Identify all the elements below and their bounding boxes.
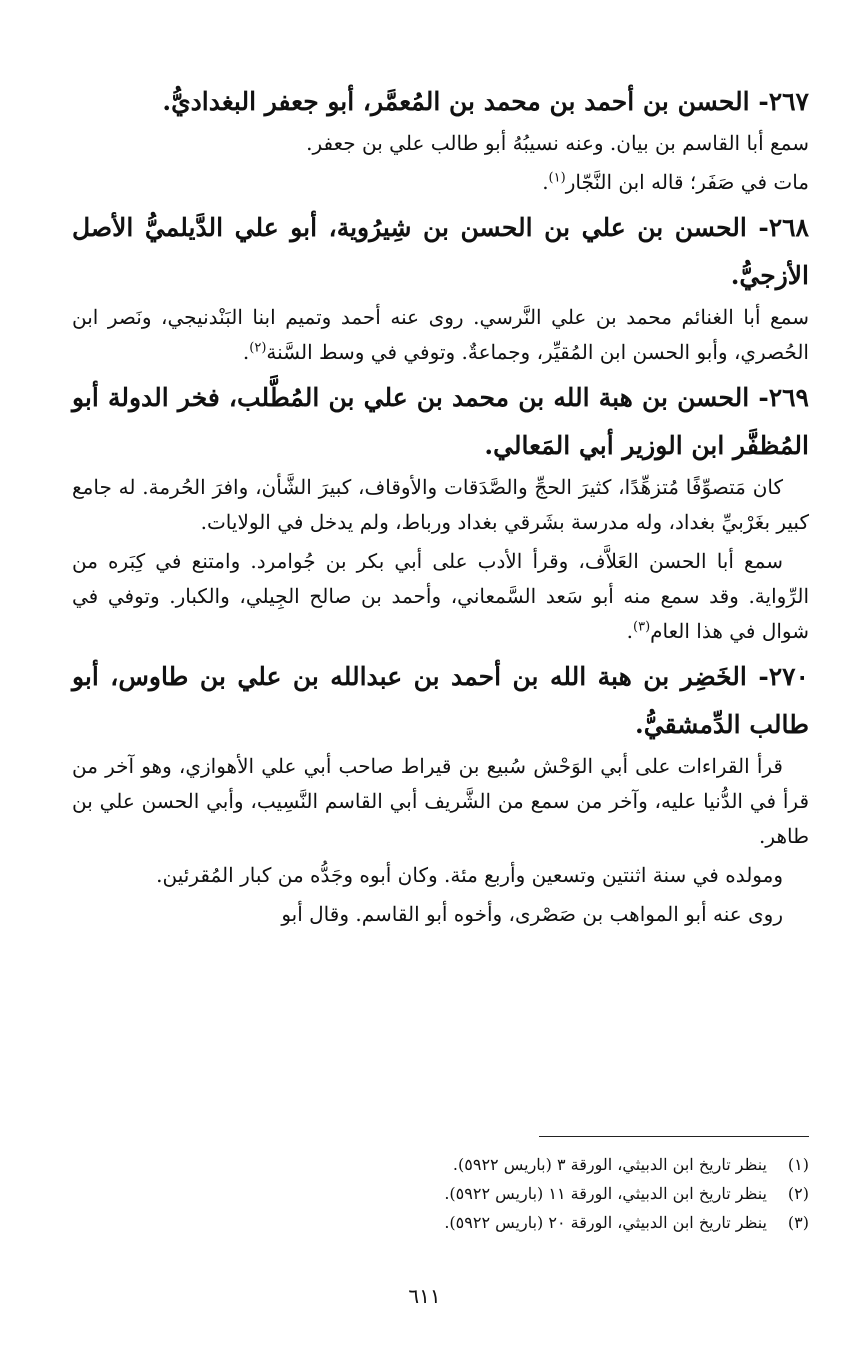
footnote: [72, 1150, 809, 1179]
paragraph-text: سمع أبا القاسم بن بيان. وعنه نسيبُهُ أبو طالب علي بن جعفر.: [306, 131, 809, 155]
main-text: [72, 78, 809, 936]
sentence-end: .: [542, 170, 549, 194]
footnote: [72, 1179, 809, 1208]
entry-paragraph: [72, 300, 809, 370]
footnotes: [72, 1150, 809, 1237]
footnote-text: ينظر تاريخ ابن الدبيثي، الورقة ٢٠ (باريس ٥٩٢٢).: [444, 1213, 767, 1232]
entry-heading: ٢٦٩- الحسن بن هبة الله بن محمد بن علي بن المُطَّلب، فخر الدولة أبو المُظفَّر ابن الوزير أبي المَعالي.: [72, 383, 809, 460]
paragraph-text: سمع أبا الحسن العَلاَّف، وقرأ الأدب على أبي بكر بن جُوامرد. وامتنع في كِبَره من الرِّواية. وقد سمع منه أبو سَعد السَّمعاني، وأحمد بن صالح الجِيلي، والكبار. وتوفي في شوال في هذا العام: [72, 549, 809, 643]
footnote-number: (٣): [787, 1213, 809, 1232]
entry-paragraph: [72, 126, 809, 161]
entry-paragraph: [72, 544, 809, 649]
footnote-text: ينظر تاريخ ابن الدبيثي، الورقة ١١ (باريس ٥٩٢٢).: [444, 1184, 767, 1203]
entry-paragraph: [72, 897, 809, 932]
paragraph-text: سمع أبا الغنائم محمد بن علي النَّرسي. روى عنه أحمد وتميم ابنا البَنْدنيجي، ونَصر ابن الحُصري، وأبو الحسن ابن المُقيِّر، وجماعةٌ. وتوفي في وسط السَّنة: [72, 305, 809, 364]
sentence-end: .: [242, 340, 250, 364]
entry-heading: ٢٦٧- الحسن بن أحمد بن محمد بن المُعمَّر، أبو جعفر البغداديُّ.: [162, 87, 809, 116]
entry-heading: ٢٦٨- الحسن بن علي بن الحسن بن شِيرُوية، أبو علي الدَّيلميُّ الأصل الأزجيُّ.: [72, 213, 809, 290]
footnote-reference[interactable]: (١): [548, 170, 566, 186]
paragraph-text: روى عنه أبو المواهب بن صَصْرى، وأخوه أبو القاسم. وقال أبو: [281, 902, 783, 926]
entry-heading: ٢٧٠- الخَضِر بن هبة الله بن أحمد بن عبدالله بن علي بن طاوس، أبو طالب الدِّمشقيُّ.: [72, 662, 809, 739]
paragraph-text: قرأ القراءات على أبي الوَحْش سُبيع بن قيراط صاحب أبي علي الأهوازي، وهو آخر من قرأ في الدُّنيا عليه، وآخر من سمع من الشَّريف أبي القاسم النَّسِيب، وأبي الحسن علي بن طاهر.: [72, 754, 809, 848]
entry-paragraph: [72, 165, 809, 200]
sentence-end: .: [626, 619, 633, 643]
entry-paragraph: [72, 470, 809, 540]
entry-paragraph: [72, 858, 809, 893]
footnote-number: (١): [787, 1155, 809, 1174]
paragraph-text: كان مَتصوِّفًا مُتزهِّدًا، كثيرَ الحجِّ والصَّدَقات والأوقاف، كبيرَ الشَّأن، وافرَ الحُرمة. له جامع كبير بغَرْبيِّ بغداد، وله مدرسة بشَرقي بغداد ورباط، ولم يدخل في الولايات.: [72, 475, 809, 534]
footnote: [72, 1208, 809, 1237]
entry-paragraph: [72, 749, 809, 854]
footnote-text: ينظر تاريخ ابن الدبيثي، الورقة ٣ (باريس ٥٩٢٢).: [452, 1155, 767, 1174]
footnote-reference[interactable]: (٢): [249, 340, 267, 356]
footnote-reference[interactable]: (٣): [633, 619, 651, 635]
footnote-number: (٢): [787, 1184, 809, 1203]
paragraph-text: مات في صَفَر؛ قاله ابن النَّجّار: [565, 170, 809, 194]
page-number: ٦١١: [408, 1284, 441, 1308]
paragraph-text: ومولده في سنة اثنتين وتسعين وأربع مئة. وكان أبوه وجَدُّه من كبار المُقرئين.: [156, 863, 783, 887]
